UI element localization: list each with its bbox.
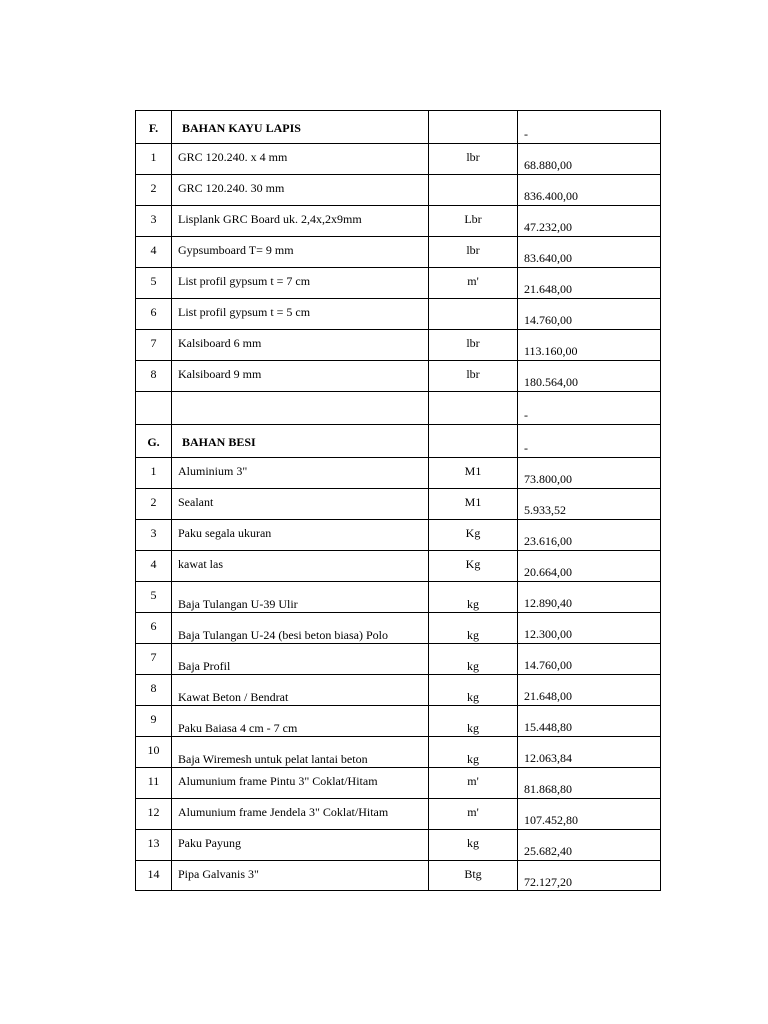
item-name: Paku Baiasa 4 cm - 7 cm: [178, 721, 298, 735]
section-code-cell: [136, 111, 172, 144]
item-number: 9: [150, 712, 157, 726]
item-number: 10: [147, 743, 160, 757]
table-row: [136, 299, 661, 330]
item-price: 25.682,40: [524, 844, 572, 858]
item-number: 5: [150, 274, 157, 288]
item-number: 12: [147, 805, 160, 819]
table-row: [136, 613, 661, 644]
item-price: 68.880,00: [524, 158, 572, 172]
table-row: [136, 458, 661, 489]
price-list-table: [135, 110, 660, 891]
section-header-row: [136, 111, 661, 144]
item-unit: M1: [464, 495, 482, 509]
table-row: [136, 706, 661, 737]
section-code-cell: [136, 425, 172, 458]
item-unit: lbr: [466, 243, 480, 257]
table-row: [136, 830, 661, 861]
item-price: 836.400,00: [524, 189, 578, 203]
blank-row: [136, 392, 661, 425]
item-price: 12.300,00: [524, 627, 572, 641]
item-name: Lisplank GRC Board uk. 2,4x,2x9mm: [178, 212, 362, 226]
table-row: [136, 582, 661, 613]
item-number: 2: [150, 495, 157, 509]
item-unit: m': [467, 805, 479, 819]
table-row: [136, 144, 661, 175]
item-unit: kg: [467, 597, 479, 611]
item-unit: lbr: [466, 367, 480, 381]
item-number: 2: [150, 181, 157, 195]
item-price: 72.127,20: [524, 875, 572, 889]
item-price: 5.933,52: [524, 503, 566, 517]
item-name: Kalsiboard 6 mm: [178, 336, 262, 350]
item-number: 1: [150, 464, 157, 478]
item-unit: kg: [467, 836, 479, 850]
item-price: 83.640,00: [524, 251, 572, 265]
section-price-cell: [518, 111, 661, 144]
table-row: [136, 361, 661, 392]
item-name: Paku Payung: [178, 836, 241, 850]
section-title: BAHAN KAYU LAPIS: [182, 121, 301, 135]
item-number: 8: [150, 367, 157, 381]
table-row: [136, 520, 661, 551]
item-price: 21.648,00: [524, 689, 572, 703]
section-price-cell: [518, 425, 661, 458]
item-unit: Kg: [465, 526, 481, 540]
table-row: [136, 675, 661, 706]
item-number: 6: [150, 305, 157, 319]
item-name: Kawat Beton / Bendrat: [178, 690, 289, 704]
item-price: 14.760,00: [524, 313, 572, 327]
item-name: Alumunium frame Jendela 3" Coklat/Hitam: [178, 805, 389, 819]
section-unit-cell: [429, 425, 518, 458]
item-price: 107.452,80: [524, 813, 578, 827]
item-name: List profil gypsum t = 5 cm: [178, 305, 311, 319]
table-row: [136, 861, 661, 891]
item-price: 15.448,80: [524, 720, 572, 734]
item-unit: Kg: [465, 557, 481, 571]
item-number: 6: [150, 619, 157, 633]
table-row: [136, 737, 661, 768]
item-number: 1: [150, 150, 157, 164]
table-row: [136, 489, 661, 520]
table-row: [136, 268, 661, 299]
item-name: List profil gypsum t = 7 cm: [178, 274, 311, 288]
item-name: Baja Profil: [178, 659, 231, 673]
item-unit: kg: [467, 628, 479, 642]
item-price: 47.232,00: [524, 220, 572, 234]
item-unit: lbr: [466, 150, 480, 164]
item-unit: kg: [467, 721, 479, 735]
item-name: Paku segala ukuran: [178, 526, 272, 540]
section-title-cell: [172, 111, 429, 144]
item-name: Alumunium frame Pintu 3" Coklat/Hitam: [178, 774, 378, 788]
item-number: 3: [150, 526, 157, 540]
item-unit: lbr: [466, 336, 480, 350]
section-price: -: [524, 441, 528, 455]
item-price: 180.564,00: [524, 375, 578, 389]
item-price: 12.063,84: [524, 751, 572, 765]
table-row: [136, 768, 661, 799]
table-row: [136, 644, 661, 675]
item-name: Baja Wiremesh untuk pelat lantai beton: [178, 752, 368, 766]
item-unit: kg: [467, 659, 479, 673]
item-unit: kg: [467, 690, 479, 704]
item-name: Baja Tulangan U-39 Ulir: [178, 597, 298, 611]
price-list-body: [136, 111, 661, 891]
item-unit: kg: [467, 752, 479, 766]
item-unit: Lbr: [464, 212, 482, 226]
item-name: Pipa Galvanis 3": [178, 867, 259, 881]
section-title-cell: [172, 425, 429, 458]
item-number: 4: [150, 557, 157, 571]
item-unit: Btg: [464, 867, 482, 881]
item-price: 21.648,00: [524, 282, 572, 296]
item-number: 8: [150, 681, 157, 695]
table-row: [136, 330, 661, 361]
section-header-row: [136, 425, 661, 458]
item-unit: m': [467, 774, 479, 788]
item-number: 11: [147, 774, 160, 788]
item-name: GRC 120.240. x 4 mm: [178, 150, 288, 164]
item-number: 3: [150, 212, 157, 226]
table-row: [136, 206, 661, 237]
item-number: 7: [150, 336, 157, 350]
item-price: 81.868,80: [524, 782, 572, 796]
item-unit: m': [467, 274, 479, 288]
item-number: 13: [147, 836, 160, 850]
item-price: 113.160,00: [524, 344, 578, 358]
table-row: [136, 175, 661, 206]
blank-row-price: -: [524, 408, 528, 422]
item-price: 20.664,00: [524, 565, 572, 579]
item-name: Gypsumboard T= 9 mm: [178, 243, 294, 257]
item-price: 23.616,00: [524, 534, 572, 548]
table-row: [136, 799, 661, 830]
item-unit: M1: [464, 464, 482, 478]
section-title: BAHAN BESI: [182, 435, 256, 449]
item-price: 14.760,00: [524, 658, 572, 672]
item-number: 5: [150, 588, 157, 602]
item-name: Baja Tulangan U-24 (besi beton biasa) Polo: [178, 628, 388, 642]
section-code: G.: [147, 435, 160, 449]
item-price: 12.890,40: [524, 596, 572, 610]
item-number: 14: [147, 867, 160, 881]
section-price: -: [524, 127, 528, 141]
section-code: F.: [148, 121, 159, 135]
item-name: Sealant: [178, 495, 214, 509]
item-number: 4: [150, 243, 157, 257]
table-row: [136, 551, 661, 582]
item-price: 73.800,00: [524, 472, 572, 486]
section-unit-cell: [429, 111, 518, 144]
item-name: kawat las: [178, 557, 223, 571]
table-row: [136, 237, 661, 268]
item-name: GRC 120.240. 30 mm: [178, 181, 285, 195]
item-number: 7: [150, 650, 157, 664]
item-name: Aluminium 3": [178, 464, 248, 478]
item-name: Kalsiboard 9 mm: [178, 367, 262, 381]
